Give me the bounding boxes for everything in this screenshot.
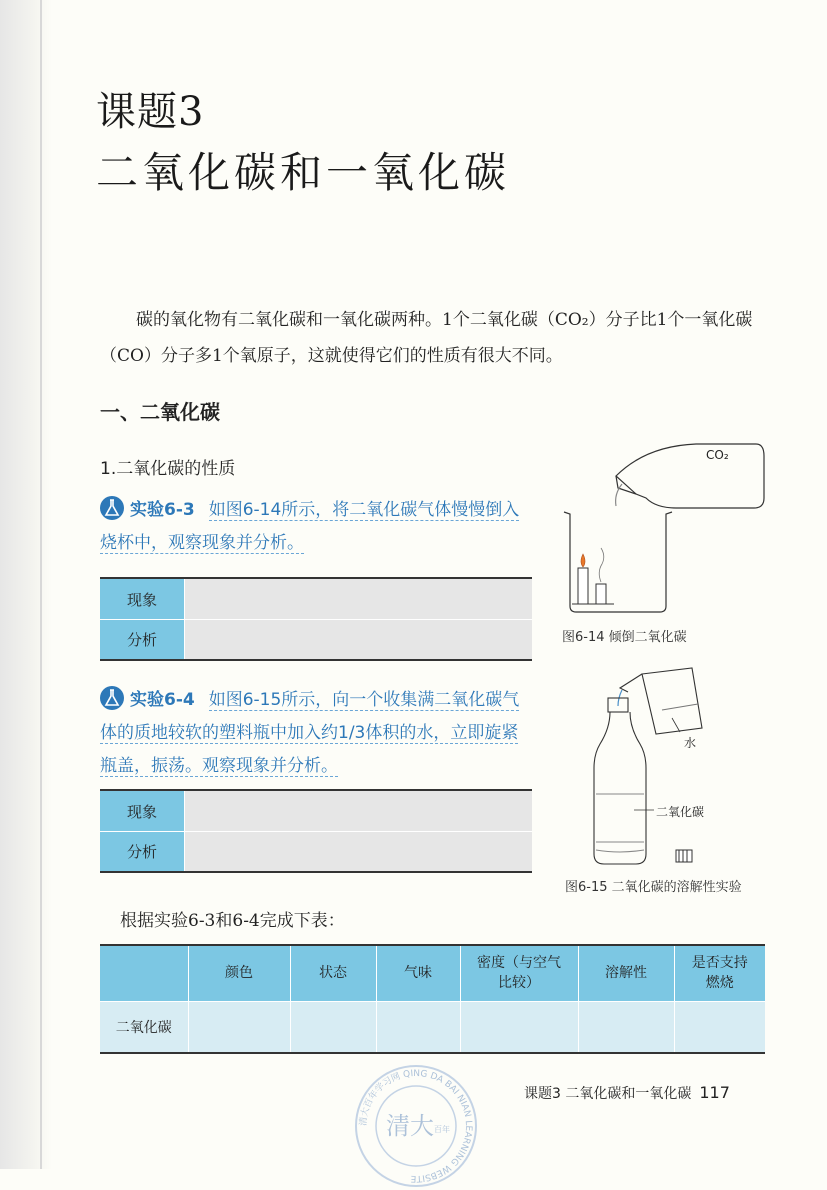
bottle-illustration (616, 444, 764, 508)
table-intro-text: 根据实验6-3和6-4完成下表： (120, 911, 345, 931)
table-row (100, 1001, 765, 1053)
co2-gas-label: 二氧化碳 (656, 805, 705, 819)
experiment-label: 实验6-4 (130, 690, 195, 710)
analysis-row (100, 619, 532, 659)
observation-label: 现象 (100, 791, 184, 831)
analysis-label: 分析 (100, 620, 184, 659)
table-header-cell: 气味 (376, 945, 460, 1001)
table-cell (674, 1001, 765, 1053)
bottle-cap-illustration (676, 850, 692, 862)
subsection-heading: 1.二氧化碳的性质 (100, 459, 236, 479)
experiment-text: 如图6-14所示，将二氧化碳气体慢慢倒入烧杯中，观察现象并分析。 (100, 500, 520, 553)
observation-answer-cell (184, 579, 532, 619)
page-binding-shadow (0, 0, 52, 1169)
experiment-label: 实验6-3 (130, 500, 195, 520)
table-cell (290, 1001, 376, 1053)
watermark-stamp (352, 1062, 480, 1190)
experiment-6-4 (100, 684, 532, 783)
experiment-text: 如图6-15所示，向一个收集满二氧化碳气体的质地较软的塑料瓶中加入约1/3体积的水，立即旋紧瓶盖，振荡。观察现象并分析。 (100, 690, 520, 776)
table-cell (188, 1001, 290, 1053)
observation-row (100, 579, 532, 619)
figure-pouring-co2 (556, 436, 766, 646)
table-header-cell: 状态 (290, 945, 376, 1001)
candle-flame (581, 554, 585, 567)
flask-icon (100, 686, 124, 710)
table-header-row (100, 945, 765, 1001)
observation-table-6-4 (100, 789, 532, 873)
table-header-cell: 溶解性 (578, 945, 674, 1001)
watermark-ring-text: 清大百年学习网 QING DA BAI NIAN LEARNING WEBSITE (358, 1068, 474, 1184)
intro-paragraph: 碳的氧化物有二氧化碳和一氧化碳两种。1个二氧化碳（CO₂）分子比1个一氧化碳（CO）分子多1个氧原子，这就使得它们的性质有很大不同。 (100, 310, 753, 366)
lesson-number: 课题3 (96, 89, 205, 135)
analysis-answer-cell (184, 832, 532, 871)
table-cell (460, 1001, 578, 1053)
analysis-label: 分析 (100, 832, 184, 871)
analysis-row (100, 831, 532, 871)
footer-chapter: 课题3 二氧化碳和一氧化碳 (524, 1086, 692, 1102)
watermark-center-text: 清大 (386, 1112, 434, 1140)
figure-6-15-caption: 图6-15 二氧化碳的溶解性实验 (565, 880, 742, 895)
table-header-cell: 是否支持燃烧 (674, 945, 765, 1001)
experiment-6-3 (100, 494, 532, 560)
observation-row (100, 791, 532, 831)
lesson-title: 二氧化碳和一氧化碳 (96, 148, 511, 197)
candles-illustration (572, 568, 614, 604)
co2-label: CO₂ (706, 448, 729, 462)
flask-icon (100, 496, 124, 520)
figure-6-14-caption: 图6-14 倾倒二氧化碳 (562, 630, 687, 645)
water-pointer-line (672, 718, 680, 732)
observation-answer-cell (184, 791, 532, 831)
water-beaker-illustration (620, 668, 702, 734)
plastic-bottle-illustration (594, 698, 646, 864)
table-cell (578, 1001, 674, 1053)
table-row-label: 二氧化碳 (100, 1001, 188, 1053)
table-header-cell: 密度（与空气比较） (460, 945, 578, 1001)
co2-properties-table (100, 944, 765, 1054)
observation-table-6-3 (100, 577, 532, 661)
section-heading: 一、二氧化碳 (100, 400, 220, 424)
candle-smoke (599, 548, 604, 582)
page-number: 117 (699, 1083, 730, 1102)
figure-co2-solubility (580, 664, 770, 874)
page-footer (524, 1083, 730, 1103)
observation-label: 现象 (100, 579, 184, 619)
table-header-cell (100, 945, 188, 1001)
watermark-side-text: 百年 (434, 1125, 450, 1134)
table-cell (376, 1001, 460, 1053)
page-binding-line (40, 0, 42, 1169)
table-header-cell: 颜色 (188, 945, 290, 1001)
water-label: 水 (684, 736, 697, 750)
analysis-answer-cell (184, 620, 532, 659)
